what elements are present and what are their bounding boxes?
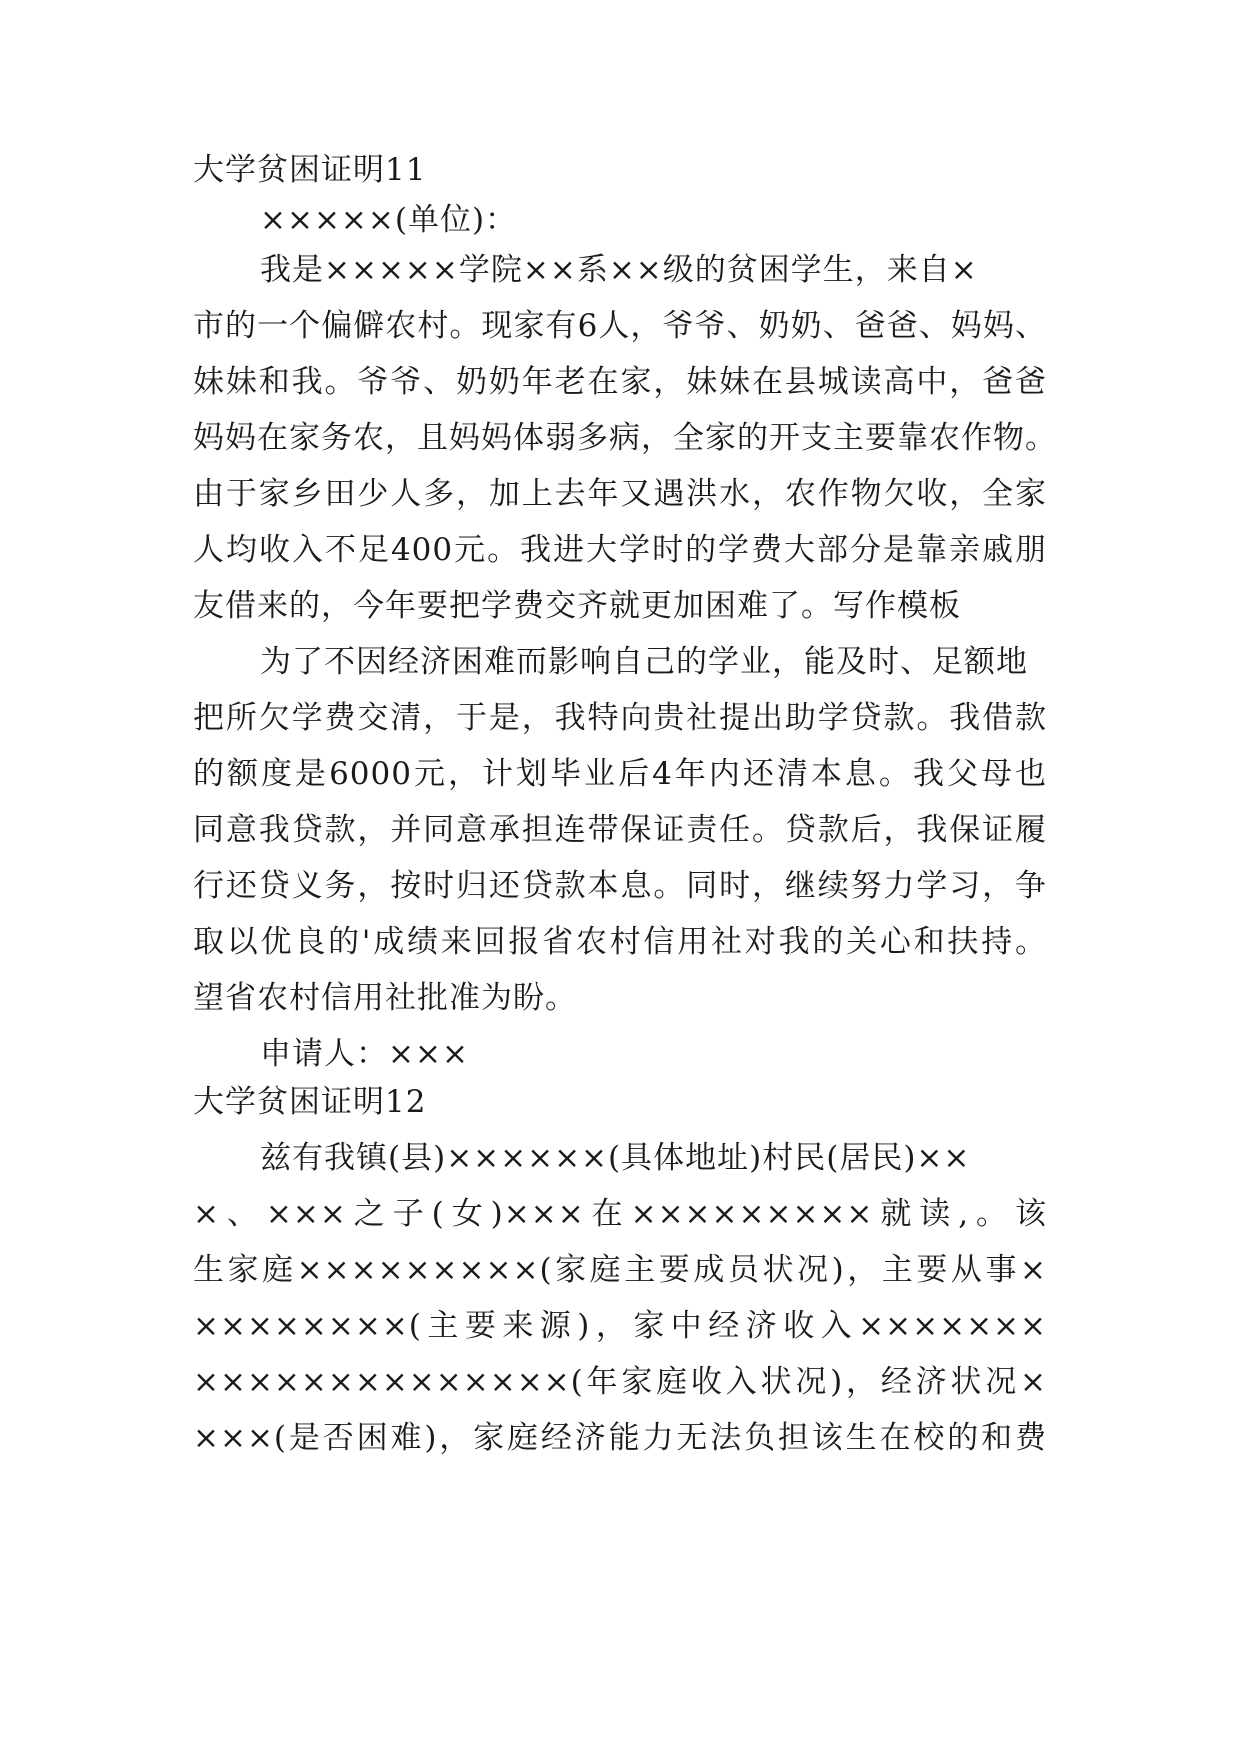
- paragraph-line: 生家庭×××××××××(家庭主要成员状况)，主要从事×: [193, 1252, 1047, 1288]
- paragraph-line: 友借来的，今年要把学费交齐就更加困难了。写作模板: [193, 588, 961, 624]
- paragraph-line: 同意我贷款，并同意承担连带保证责任。贷款后，我保证履: [193, 812, 1047, 848]
- paragraph-line: 行还贷义务，按时归还贷款本息。同时，继续努力学习，争: [193, 868, 1047, 904]
- paragraph-line: 妹妹和我。爷爷、奶奶年老在家，妹妹在县城读高中，爸爸: [193, 364, 1047, 400]
- paragraph-line: 人均收入不足400元。我进大学时的学费大部分是靠亲戚朋: [193, 532, 1047, 568]
- applicant-line: 申请人：×××: [260, 1036, 469, 1072]
- paragraph-line: 取以优良的'成绩来回报省农村信用社对我的关心和扶持。: [193, 924, 1047, 960]
- paragraph-line: 我是×××××学院××系××级的贫困学生，来自×: [260, 252, 978, 288]
- paragraph-line: 市的一个偏僻农村。现家有6人，爷爷、奶奶、爸爸、妈妈、: [193, 308, 1047, 344]
- paragraph-line: ×、×××之子(女)×××在×××××××××就读,。该: [193, 1196, 1047, 1232]
- paragraph-line: 由于家乡田少人多，加上去年又遇洪水，农作物欠收，全家: [193, 476, 1047, 512]
- paragraph-line: 的额度是6000元，计划毕业后4年内还清本息。我父母也: [193, 756, 1047, 792]
- section-title: 大学贫困证明11: [193, 152, 427, 188]
- paragraph-line: 望省农村信用社批准为盼。: [193, 980, 577, 1016]
- paragraph-line: ××××××××××××××(年家庭收入状况)，经济状况×: [193, 1364, 1047, 1400]
- paragraph-line: 兹有我镇(县)××××××(具体地址)村民(居民)××: [260, 1140, 971, 1176]
- section-title: 大学贫困证明12: [193, 1084, 427, 1120]
- paragraph-line: 把所欠学费交清，于是，我特向贵社提出助学贷款。我借款: [193, 700, 1047, 736]
- paragraph-line: ××××××××(主要来源)，家中经济收入×××××××: [193, 1308, 1047, 1344]
- salutation: ×××××(单位)：: [260, 202, 518, 238]
- paragraph-line: ×××(是否困难)，家庭经济能力无法负担该生在校的和费: [193, 1420, 1047, 1456]
- paragraph-line: 妈妈在家务农，且妈妈体弱多病，全家的开支主要靠农作物。: [193, 420, 1057, 456]
- paragraph-line: 为了不因经济困难而影响自己的学业，能及时、足额地: [260, 644, 1028, 680]
